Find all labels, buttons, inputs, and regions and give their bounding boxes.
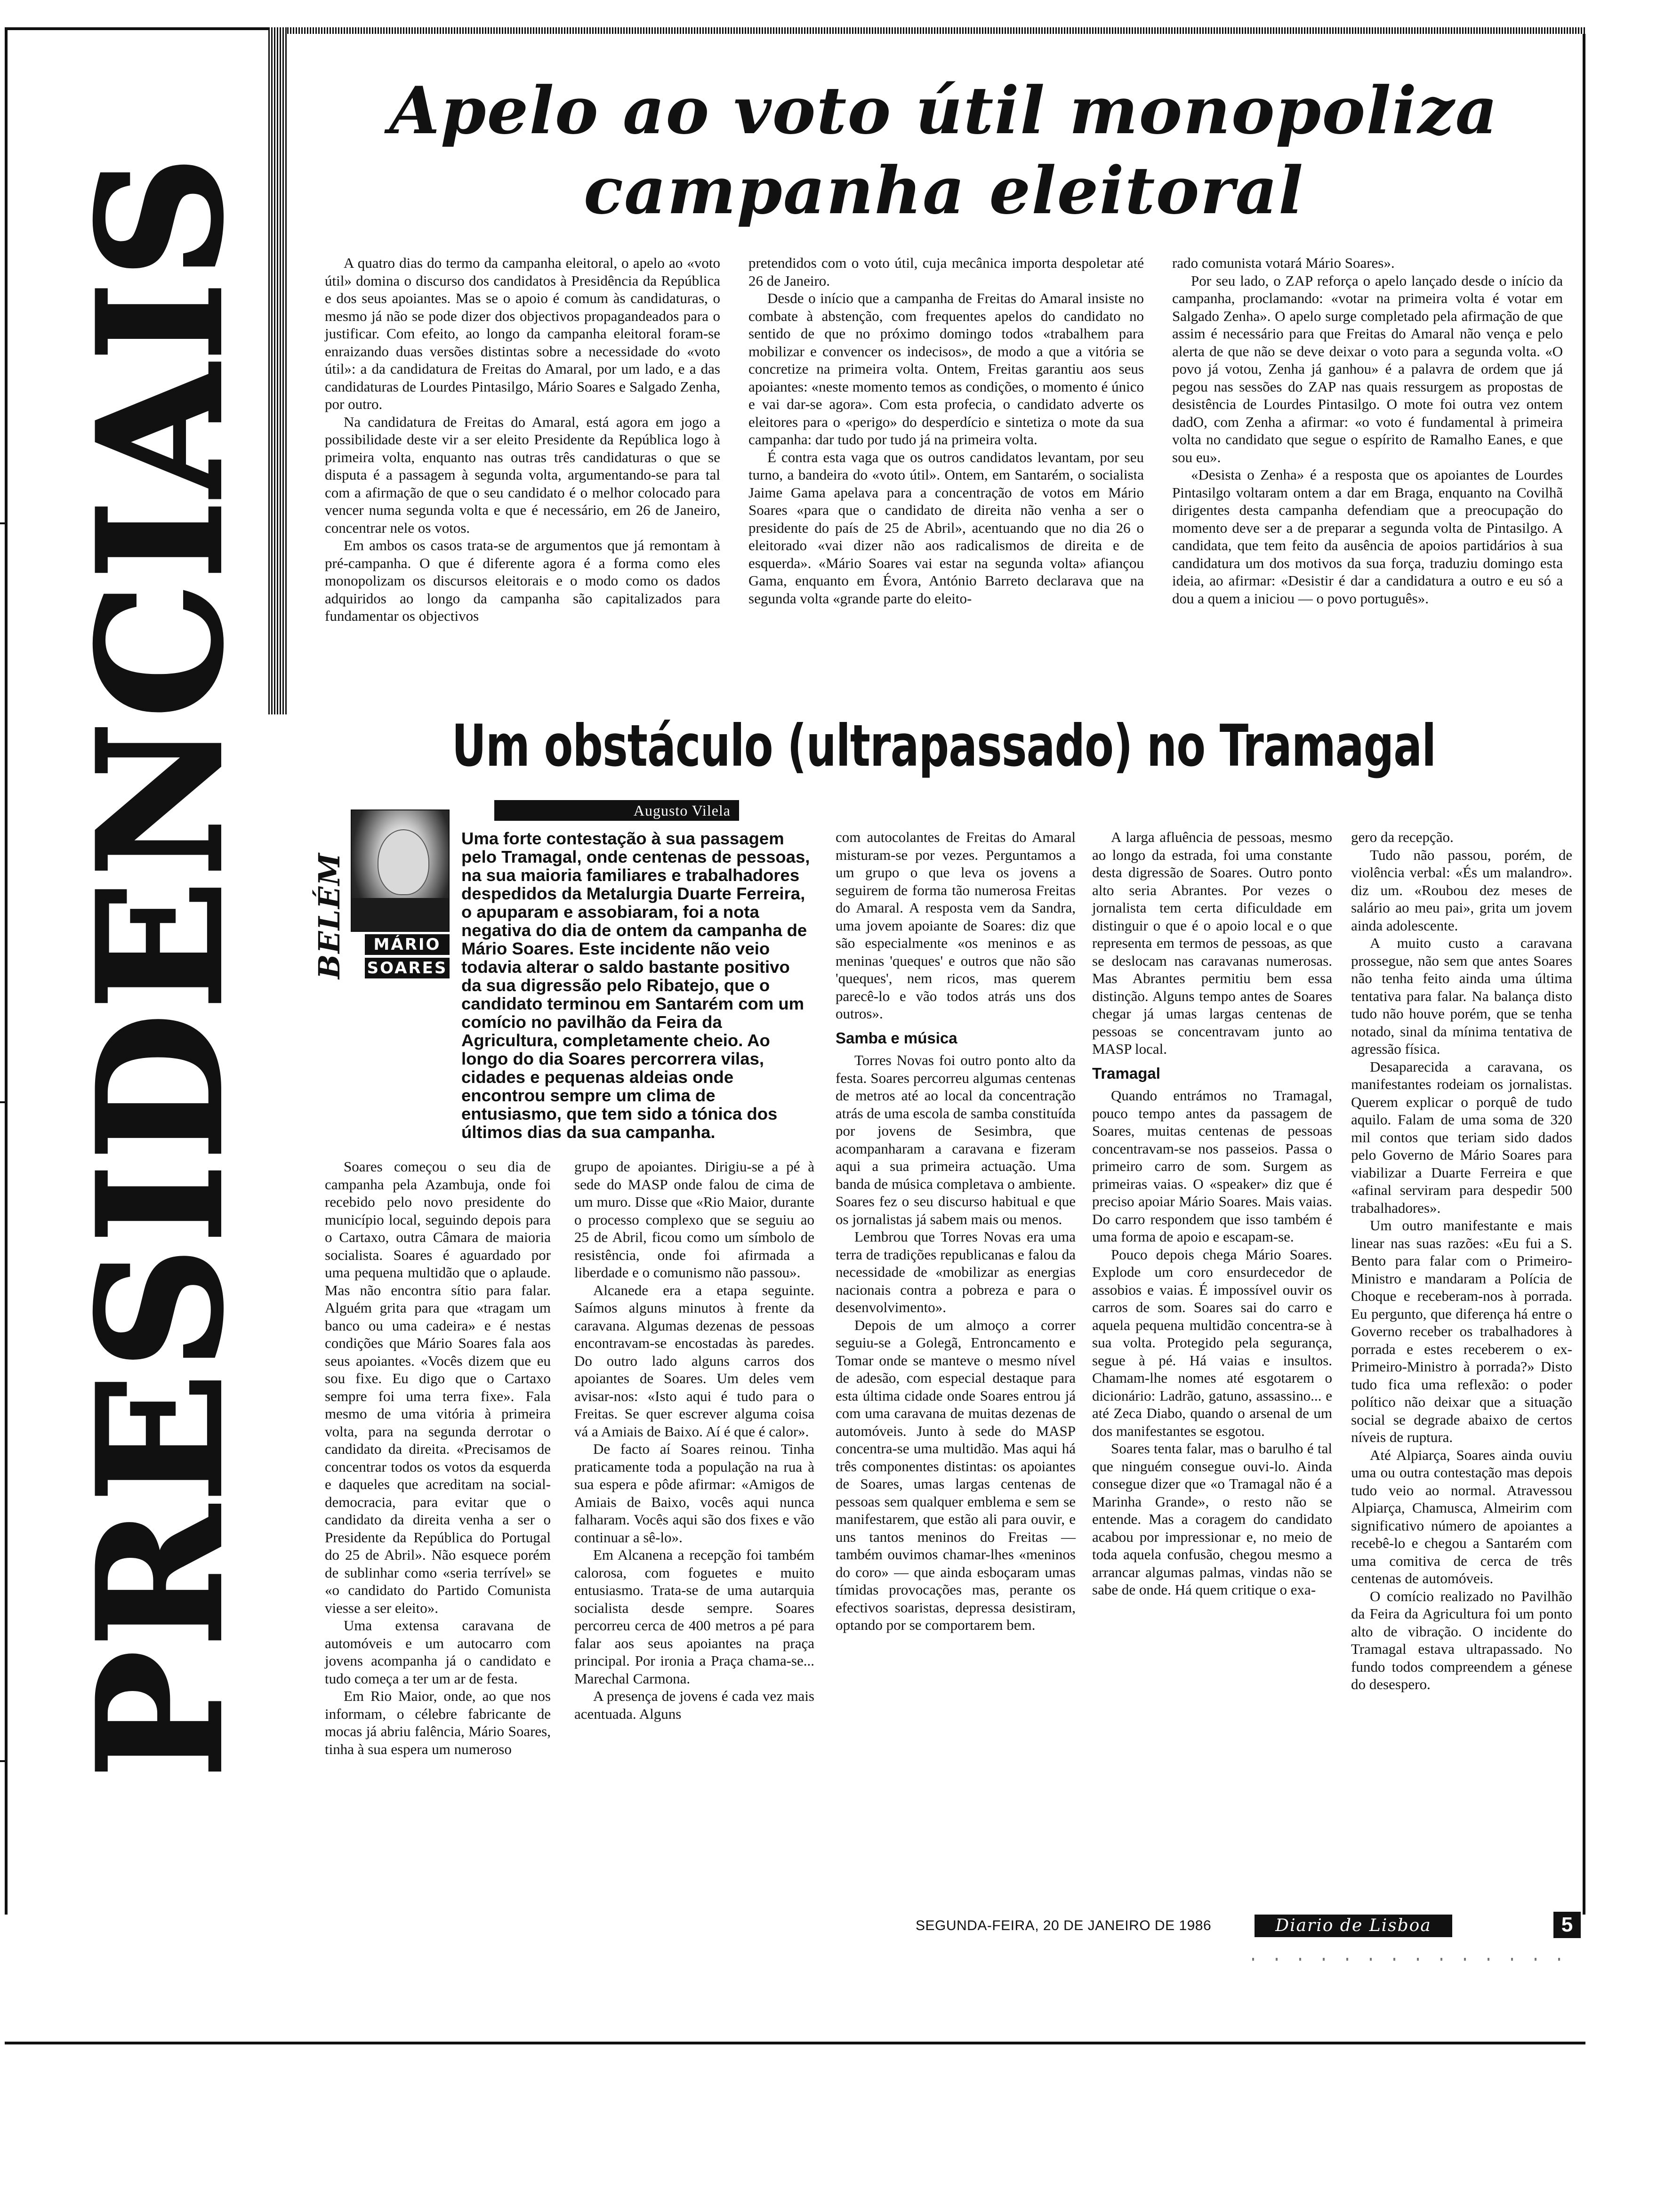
article-paragraph: Soares começou o seu dia de campanha pela Azambuja, onde foi recebido pelo novo presidente do município local, seguindo depois para o Cartaxo, outra Câmara de maioria socialista. Soares é aguardado por uma pequena multidão que o aplaude. Mas não encontra sítio para falar. Alguém grita para que «tragam um banco ou uma cadeira» e é nestas condições que Mário Soares fala aos seus apoiantes. «Vocês dizem que eu sou fixe. Eu digo que o Cartaxo sempre foi uma terra fixe». Fala mesmo de uma vitória à primeira volta, para na segunda derrotar o candidato da direita. «Precisamos de concentrar todos os votos da esquerda e daqueles que acreditam na social-democracia, para evitar que o candidato da direita venha a ser o Presidente da República do Portugal do 25 de Abril». Não esquece porém de sublinhar como «seria terrível» se «o candidato do Partido Comunista viesse a ser eleito». — [325, 1158, 551, 1616]
bottom-article-column-2 — [574, 1158, 814, 1723]
footer-masthead: Diario de Lisboa — [1255, 1915, 1452, 1937]
article-paragraph: Até Alpiarça, Soares ainda ouviu uma ou outra contestação mas depois tudo veio ao normal. Atravessou Alpiarça, Chamusca, Almeirim com significativo número de apoiantes a recebê-lo e chegou a Santarém com uma comitiva de cerca de três centenas de automóveis. — [1351, 1446, 1572, 1587]
article-paragraph: Desde o início que a campanha de Freitas do Amaral insiste no combate à abstenção, com frequentes apelos do candidato no sentido de que no próximo domingo todos «trabalhem para mobilizar e convencer os indecisos», de modo a que a vitória se concretize na primeira volta. Ontem, Freitas garantiu aos seus apoiantes: «neste momento temos as condições, o momento é único e vai dar-se agora». Com esta profecia, o candidato adverte os eleitores para o «perigo» do desperdício e sintetiza o mote da sua campanha: dar tudo por tudo já na primeira volta. — [748, 290, 1144, 448]
top-article-column-3 — [1172, 254, 1563, 607]
article-lead — [325, 829, 814, 1141]
footer-date: SEGUNDA-FEIRA, 20 DE JANEIRO DE 1986 — [916, 1918, 1212, 1933]
name-plate-last: SOARES — [365, 958, 450, 978]
byline: Augusto Vilela — [494, 800, 739, 821]
bottom-article-column-3 — [836, 828, 1076, 1634]
margin-tick — [0, 1760, 7, 1762]
footer-dots — [1252, 1958, 1572, 1961]
article-paragraph: grupo de apoiantes. Dirigiu-se a pé à sede do MASP onde falou de cima de um muro. Disse que «Rio Maior, durante o processo complexo que se seguiu ao 25 de Abril, ficou como um símbolo de resistência, onde foi afirmada a liberdade e o comunismo não passou». — [574, 1158, 814, 1281]
article-paragraph: A muito custo a caravana prossegue, não sem que antes Soares não tenha feito ainda uma última tentativa para falar. Na balança disto tudo não houve porém, que se tenha notado, sinal da mínima tentativa de agressão física. — [1351, 935, 1572, 1057]
article-paragraph: A quatro dias do termo da campanha eleitoral, o apelo ao «voto útil» domina o discurso dos candidatos à Presidência da República e dos seus apoiantes. Mas se o apoio é comum às candidaturas, o mesmo já não se pode dizer dos objectivos propagandeados para o justificar. Com efeito, ao longo da campanha eleitoral foram-se enraizando duas versões distintas sobre a necessidade do «voto útil»: a da candidatura de Freitas do Amaral, por um lado, e a das candidaturas de Lourdes Pintasilgo, Mário Soares e Salgado Zenha, por outro. — [325, 255, 720, 412]
top-article-column-1 — [325, 254, 720, 625]
article-paragraph: É contra esta vaga que os outros candidatos levantam, por seu turno, a bandeira do «voto útil». Ontem, em Santarém, o socialista Jaime Gama apelava para a concentração de votos em Mário Soares «para que o candidato de direita não venha a ser o presidente do país de 25 de Abril», acentuando que no dia 26 o eleitorado «vai dizer não aos radicalismos de direita e de esquerda». «Mário Soares vai estar na segunda volta» afiançou Gama, enquanto em Évora, António Barreto declarava que na segunda volta «grande parte do eleito- — [748, 449, 1144, 607]
article-paragraph: Na candidatura de Freitas do Amaral, está agora em jogo a possibilidade deste vir a ser eleito Presidente da República logo à primeira volta, enquanto nas outras três candidaturas o que se disputa é a passagem à segunda volta, argumentando-se para tal com a afirmação de que o seu candidato é o melhor colocado para vencer numa segunda volta e que é necessário, em 26 de Janeiro, concentrar nele os votos. — [325, 413, 720, 536]
frame-bottom-rule — [5, 2042, 1585, 2044]
lead-text: Uma forte contestação à sua passagem pelo Tramagal, onde centenas de pessoas, na sua maioria familiares e trabalhadores despedidos da Metalurgia Duarte Ferreira, o apuparam e assobiaram, foi a nota negativa do dia de ontem da campanha de Mário Soares. Este incidente não veio todavia alterar o saldo bastante positivo da sua digressão pelo Ribatejo, que o candidato terminou em Santarém com um comício no pavilhão da Feira da Agricultura, completamente cheio. Ao longo do dia Soares percorrera vilas, cidades e pequenas aldeias onde encontrou sempre um clima de entusiasmo, que tem sido a tónica dos últimos dias da sua campanha. — [461, 829, 810, 1142]
article-paragraph: gero da recepção. — [1351, 829, 1454, 845]
page-number: 5 — [1553, 1912, 1581, 1938]
main-headline: Apelo ao voto útil monopoliza campanha eleitoral — [389, 72, 1499, 229]
article-paragraph: Em Alcanena a recepção foi também calorosa, com foguetes e muito entusiasmo. Trata-se de uma autarquia socialista desde sempre. Soares percorreu cerca de 400 metros a pé para falar aos seus apoiantes na praça principal. Por ironia a Praça chama-se... Marechal Carmona. — [574, 1547, 814, 1687]
article-paragraph: A presença de jovens é cada vez mais acentuada. Alguns — [574, 1688, 814, 1722]
article-paragraph: Tudo não passou, porém, de violência verbal: «És um malandro». diz um. «Roubou dez meses de salário ao meu pai», grita um jovem ainda adolescente. — [1351, 846, 1572, 934]
hatched-border-vertical — [268, 27, 287, 714]
frame-left-rule — [5, 27, 8, 1915]
bottom-article-column-1 — [325, 1158, 551, 1758]
article-paragraph: Um outro manifestante e mais linear nas suas razões: «Eu fui a S. Bento para falar com o Primeiro-Ministro e mandaram a Polícia de Choque e receberam-nos à porrada. Eu pergunto, que diferença há entre o Governo receber os trabalhadores à porrada e estes receberem o ex-Primeiro-Ministro à porrada?» Disto tudo fica uma reflexão: o poder político não deixar que a situação social se degrade abaixo de certos níveis de ruptura. — [1351, 1217, 1572, 1445]
article-paragraph: Desaparecida a caravana, os manifestantes rodeiam os jornalistas. Querem explicar o porquê de tudo aquilo. Falam de uma soma de 320 mil contos que teriam sido dados pelo Governo de Mário Soares para viabilizar a Duarte Ferreira e que «afinal serviram para despedir 500 trabalhadores». — [1351, 1058, 1572, 1216]
frame-top-rule — [5, 27, 268, 30]
article-paragraph: «Desista o Zenha» é a resposta que os apoiantes de Lourdes Pintasilgo voltaram ontem a dar em Braga, enquanto na Covilhã dirigentes desta campanha defendiam que a preocupação do momento deve ser a de preparar a segunda volta de Pintasilgo. A candidata, que tem feito da ausência de apoios partidários à sua candidatura um dos motivos da sua força, traduziu domingo esta ideia, ao afirmar: «Desistir é dar a candidatura a outro e eu só a dou a quem a iniciou — o povo português». — [1172, 466, 1563, 607]
article-paragraph: De facto aí Soares reinou. Tinha praticamente toda a população na rua à sua espera e pôde afirmar: «Amigos de Amiais de Baixo, vocês aqui nunca falharam. Vocês aqui são dos fixes e vão continuar a sê-lo». — [574, 1441, 814, 1546]
article-paragraph: Uma extensa caravana de automóveis e um autocarro com jovens acompanha já o candidato e tudo começa a ter um ar de festa. — [325, 1617, 551, 1687]
article-subhead: Samba e música — [836, 1029, 957, 1047]
article-paragraph: com autocolantes de Freitas do Amaral misturam-se por vezes. Perguntamos a um grupo o que leva os jovens a seguirem de forma tão numerosa Freitas do Amaral. A resposta vem da Sandra, uma jovem apoiante de Soares: diz que são especialmente «os meninos e as meninas 'queques' e outros que não são 'queques', nem ricos, mas querem parecê-lo e vão todos atrás uns dos outros». — [836, 829, 1076, 1022]
article-paragraph: Em Rio Maior, onde, ao que nos informam, o célebre fabricante de mocas já abriu falência, Mário Soares, tinha à sua espera um numeroso — [325, 1688, 551, 1757]
article-paragraph: Em ambos os casos trata-se de argumentos que já remontam à pré-campanha. O que é diferente agora é a forma como eles monopolizam os discursos eleitorais e o modo como os dados adquiridos ao longo da campanha são capitalizados para fundamentar os objectivos — [325, 537, 720, 624]
hatched-border-top — [287, 27, 1586, 34]
belem-label-text: BELÉM — [312, 852, 347, 979]
article-paragraph: Soares tenta falar, mas o barulho é tal que ninguém consegue ouvi-lo. Ainda consegue dizer que «o Tramagal não é a Marinha Grande», o resto não se entende. Mas a coragem do candidato acabou por impressionar e, no meio de toda aquela confusão, chegou mesmo a arrancar algumas palmas, vindas não se sabe de onde. Há quem critique o exa- — [1092, 1440, 1332, 1598]
second-headline: Um obstáculo (ultrapassado) no Tramagal — [451, 713, 1436, 779]
article-paragraph: Alcanede era a etapa seguinte. Saímos alguns minutos à frente da caravana. Algumas dezenas de pessoas encontravam-se encostadas às paredes. Do outro lado alguns carros dos apoiantes de Soares. Um deles vem avisar-nos: «Isto aqui é tudo para o Freitas. Se quer escrever alguma coisa vá a Amiais de Baixo. Aí é que é calor». — [574, 1282, 814, 1440]
name-plate-first: MÁRIO — [365, 934, 450, 955]
article-subhead: Tramagal — [1092, 1064, 1160, 1082]
section-label — [60, 47, 260, 1883]
margin-tick — [0, 522, 7, 524]
article-paragraph: Pouco depois chega Mário Soares. Explode um coro ensurdecedor de assobios e vaias. É impossível ouvir os carros de som. Soares sai do carro e aquela pequena multidão concentra-se à sua volta. Protegido pela segurança, segue à pé. Há vaias e insultos. Chamam-lhe nomes até esgotarem o dicionário: Ladrão, gatuno, assassino... e até Zeca Diabo, quando o arsenal de um dos manifestantes se esgotou. — [1092, 1246, 1332, 1439]
article-paragraph: O comício realizado no Pavilhão da Feira da Agricultura foi um ponto alto de vibração. O incidente do Tramagal estava ultrapassado. No fundo todos compreendem a génese do desespero. — [1351, 1587, 1572, 1692]
article-paragraph: Por seu lado, o ZAP reforça o apelo lançado desde o início da campanha, proclamando: «votar na primeira volta é votar em Salgado Zenha». O apelo surge completado pela afirmação de que assim é necessário para que Freitas do Amaral não vença e pelo alerta de que não se deve deixar o voto para a segunda volta. «O povo já votou, Zenha já ganhou» é a palavra de ordem que já pegou nas sessões do ZAP nas quais ressurgem as propostas de desistência de Lourdes Pintasilgo. O mote foi outra vez ontem dadO, com Zenha a afirmar: «o voto é fundamental à primeira volta no candidato que segue o espírito de Ramalho Eanes, e que sou eu». — [1172, 272, 1563, 465]
bottom-article-column-5 — [1351, 828, 1572, 1693]
article-paragraph: pretendidos com o voto útil, cuja mecânica importa despoletar até 26 de Janeiro. — [748, 255, 1144, 289]
section-label-text: PRESIDENCIAIS — [60, 152, 260, 1778]
article-paragraph: Torres Novas foi outro ponto alto da festa. Soares percorreu algumas centenas de metros até ao local da concentração atrás de uma escola de samba constituída por jovens de Sesimbra, que acompanharam a caravana e fizeram aqui a sua primeira actuação. Uma banda de música completava o ambiente. Soares fez o seu discurso habitual e que os jornalistas já sabem mais ou menos. — [836, 1052, 1076, 1227]
article-paragraph: Quando entrámos no Tramagal, pouco tempo antes da passagem de Soares, muitas centenas de pessoas concentravam-se nos passeios. Passa o primeiro carro de som. Surgem as primeiras vaias. O «speaker» diz que é preciso apoiar Mário Soares. Mais vaias. Do carro respondem que isso também é uma forma de apoio e escapam-se. — [1092, 1087, 1332, 1245]
article-paragraph: Lembrou que Torres Novas era uma terra de tradições republicanas e falou da necessidade de «mobilizar as energias nacionais contra a pobreza e para o desenvolvimento». — [836, 1228, 1076, 1315]
top-article-column-2 — [748, 254, 1144, 607]
article-paragraph: rado comunista votará Mário Soares». — [1172, 255, 1395, 271]
bottom-article-column-4 — [1092, 828, 1332, 1599]
margin-tick — [0, 1101, 7, 1103]
frame-right-rule — [1583, 27, 1585, 1915]
article-paragraph: Depois de um almoço a correr seguiu-se a Golegã, Entroncamento e Tomar onde se manteve o mesmo nível de adesão, com especial destaque para esta última cidade onde Soares entrou já com uma caravana de muitas dezenas de automóveis. Junto à sede do MASP concentra-se uma multidão. Mas aqui há três componentes distintas: os apoiantes de Soares, umas largas centenas de pessoas sem qualquer emblema e sem se manifestarem, que estão ali para ouvir, e uns tantos meninos do Freitas — também ouvimos chamar-lhes «meninos do coro» — que ainda esboçaram umas tímidas provocações mas, perante os efectivos soaristas, depressa desistiram, optando por se comportarem bem. — [836, 1316, 1076, 1633]
article-paragraph: A larga afluência de pessoas, mesmo ao longo da estrada, foi uma constante desta digressão de Soares. Outro ponto alto seria Abrantes. Por vezes o jornalista tem certa dificuldade em distinguir o que é o apoio local e o que representa em termos de pessoas, as que se deslocam nas caravanas numerosas. Mas Abrantes permitiu bem essa distinção. Alguns tempo antes de Soares chegar já umas largas centenas de pessoas se concentravam junto ao MASP local. — [1092, 829, 1332, 1057]
